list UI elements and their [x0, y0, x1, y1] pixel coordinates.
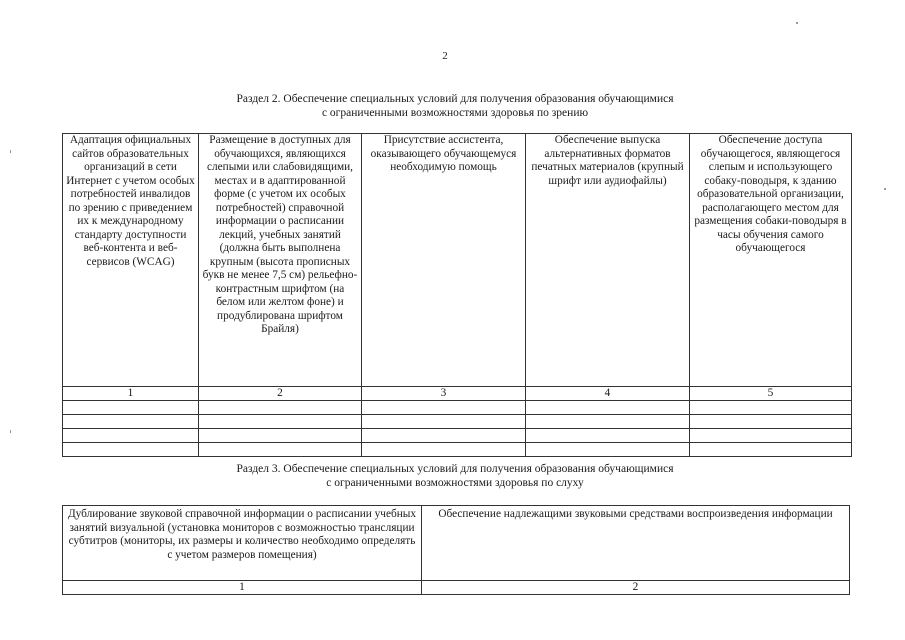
column-number: 4 — [526, 387, 690, 401]
table-cell — [199, 443, 362, 457]
table-cell — [199, 429, 362, 443]
column-number: 5 — [690, 387, 852, 401]
column-number: 1 — [63, 581, 422, 595]
column-header-website-adaptation: Адаптация официальных сайтов образовательных организаций в сети Интернет с учетом особых потребностей инвалидов по зрению с приведением их к международному стандарту доступности веб-контента и веб-сервисов (WCAG) — [63, 134, 199, 387]
table-header-row — [63, 134, 852, 387]
table-cell — [362, 429, 526, 443]
scan-speck — [10, 430, 11, 433]
column-number-row — [63, 387, 852, 401]
scan-speck — [10, 150, 11, 153]
table-cell — [63, 401, 199, 415]
table-header-row — [63, 506, 850, 581]
table-cell — [526, 415, 690, 429]
scan-speck — [884, 188, 886, 190]
table-cell — [199, 401, 362, 415]
column-header-assistant: Присутствие ассистента, оказывающего обучающемуся необходимую помощь — [362, 134, 526, 387]
column-header-alternative-formats: Обеспечение выпуска альтернативных форматов печатных материалов (крупный шрифт или аудиофайлы) — [526, 134, 690, 387]
section-3-title-line-1: Раздел 3. Обеспечение специальных условий для получения образования обучающимися — [236, 463, 674, 475]
table-row — [63, 429, 852, 443]
page-number: 2 — [442, 50, 448, 62]
table-cell — [63, 429, 199, 443]
section-3-table — [62, 505, 850, 595]
column-header-sound-equipment: Обеспечение надлежащими звуковыми средствами воспроизведения информации — [422, 506, 850, 581]
column-number-row — [63, 581, 850, 595]
column-header-schedule-information: Размещение в доступных для обучающихся, являющихся слепыми или слабовидящими, местах и в адаптированной форме (с учетом их особых потребностей) справочной информации о расписании лекций, учебных занятий (должна быть выполнена крупным (высота прописных букв не менее 7,5 см) рельефно-контрастным шрифтом (на белом или желтом фоне) и продублирована шрифтом Брайля) — [199, 134, 362, 387]
column-header-guide-dog-access: Обеспечение доступа обучающегося, являющегося слепым и использующего собаку-поводыря, к зданию образовательной организации, располагающего местом для размещения собаки-поводыря в часы обучения самого обучающегося — [690, 134, 852, 387]
section-3-title — [60, 462, 850, 490]
table-cell — [362, 443, 526, 457]
table-cell — [690, 401, 852, 415]
section-2-table — [62, 133, 852, 457]
table-cell — [362, 415, 526, 429]
column-number: 2 — [199, 387, 362, 401]
scan-speck — [796, 22, 798, 24]
column-number: 1 — [63, 387, 199, 401]
table-cell — [63, 415, 199, 429]
table-cell — [362, 401, 526, 415]
section-2-title-line-1: Раздел 2. Обеспечение специальных условий для получения образования обучающимися — [236, 93, 674, 105]
table-cell — [199, 415, 362, 429]
column-number: 3 — [362, 387, 526, 401]
table-cell — [690, 443, 852, 457]
column-header-visual-duplication: Дублирование звуковой справочной информации о расписании учебных занятий визуальной (установка мониторов с возможностью трансляции субтитров (мониторы, их размеры и количество необходимо определять с учетом размеров помещения) — [63, 506, 422, 581]
section-2-title-line-2: с ограниченными возможностями здоровья по зрению — [321, 107, 589, 119]
table-cell — [690, 429, 852, 443]
column-number: 2 — [422, 581, 850, 595]
table-cell — [526, 443, 690, 457]
table-row — [63, 415, 852, 429]
table-cell — [526, 401, 690, 415]
table-cell — [63, 443, 199, 457]
table-row — [63, 443, 852, 457]
section-2-title — [60, 92, 850, 120]
table-cell — [690, 415, 852, 429]
section-3-title-line-2: с ограниченными возможностями здоровья по слуху — [326, 477, 584, 489]
table-cell — [526, 429, 690, 443]
table-row — [63, 401, 852, 415]
